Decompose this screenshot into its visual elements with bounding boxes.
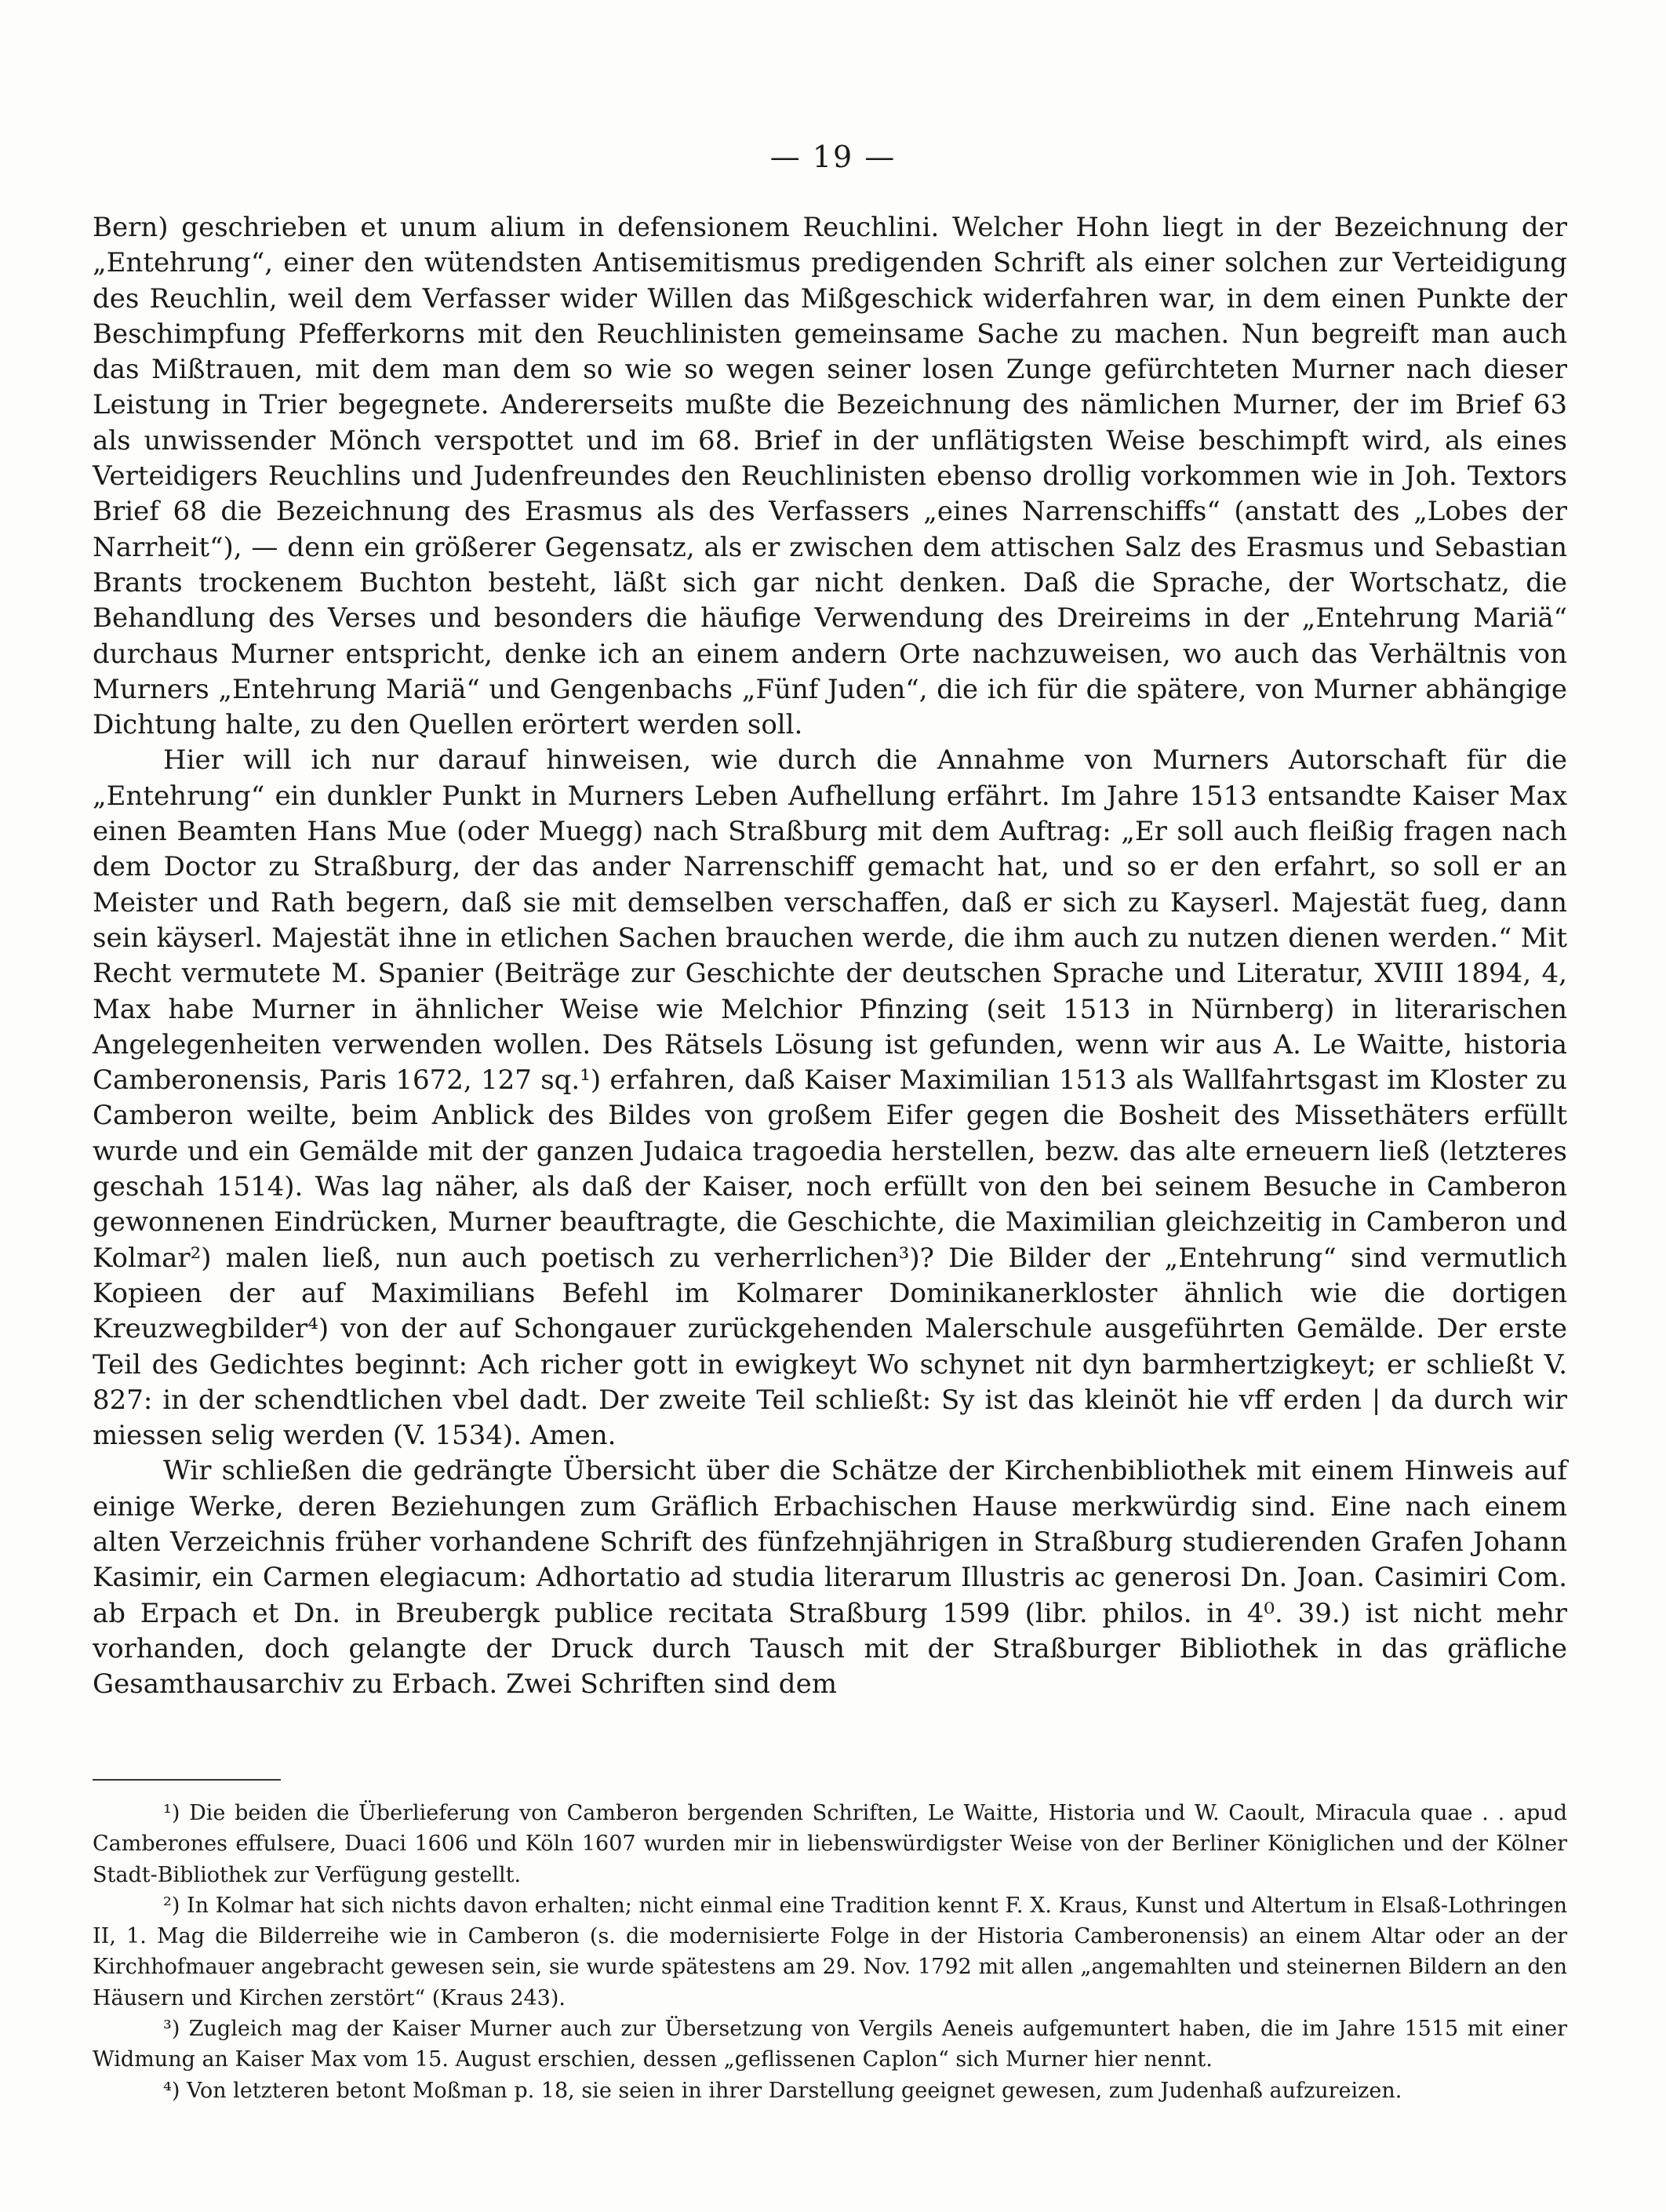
- footnote: ²) In Kolmar hat sich nichts davon erhalten; nicht einmal eine Tradition kennt F. X. Kraus, Kunst und Altertum in Elsaß-Lothringen II, 1. Mag die Bilderreihe wie in Camberon (s. die modernisierte Folge in der Historia Camberonensis) an einem Altar oder an der Kirchhofmauer angebracht gewesen sein, sie wurde spätestens am 29. Nov. 1792 mit allen „angemahlten und steinernen Bildern an den Häusern und Kirchen zerstört“ (Kraus 243).: [93, 1893, 1567, 2010]
- paragraph: Wir schließen die gedrängte Übersicht über die Schätze der Kirchenbibliothek mit einem Hinweis auf einige Werke, deren Beziehungen zum Gräflich Erbachischen Hause merkwürdig sind. Eine nach einem alten Verzeichnis früher vorhandene Schrift des fünfzehnjährigen in Straßburg studierenden Grafen Johann Kasimir, ein Carmen elegiacum: Adhortatio ad studia literarum Illustris ac generosi Dn. Joan. Casimiri Com. ab Erpach et Dn. in Breubergk publice recitata Straßburg 1599 (libr. philos. in 4⁰. 39.) ist nicht mehr vorhanden, doch gelangte der Druck durch Tausch mit der Straßburger Bibliothek in das gräfliche Gesamthausarchiv zu Erbach. Zwei Schriften sind dem: [93, 1455, 1567, 1701]
- paragraph: Bern) geschrieben et unum alium in defensionem Reuchlini. Welcher Hohn liegt in der Bezeichnung der „Entehrung“, einer den wütendsten Antisemitismus predigenden Schrift als einer solchen zur Verteidigung des Reuchlin, weil dem Verfasser wider Willen das Mißgeschick widerfahren war, in dem einen Punkte der Beschimpfung Pfefferkorns mit den Reuchlinisten gemeinsame Sache zu machen. Nun begreift man auch das Mißtrauen, mit dem man dem so wie so wegen seiner losen Zunge gefürchteten Murner nach dieser Leistung in Trier begegnete. Andererseits mußte die Bezeichnung des nämlichen Murner, der im Brief 63 als unwissender Mönch verspottet und im 68. Brief in der unflätigsten Weise beschimpft wird, als eines Verteidigers Reuchlins und Judenfreundes den Reuchlinisten ebenso drollig vorkommen wie in Joh. Textors Brief 68 die Bezeichnung des Erasmus als des Verfassers „eines Narrenschiffs“ (anstatt des „Lobes der Narrheit“), — denn ein größerer Gegensatz, als er zwischen dem attischen Salz des Erasmus und Sebastian Brants trockenem Buchton besteht, läßt sich gar nicht denken. Daß die Sprache, der Wortschatz, die Behandlung des Verses und besonders die häufige Verwendung des Dreireims in der „Entehrung Mariä“ durchaus Murner entspricht, denke ich an einem andern Orte nachzuweisen, wo auch das Verhältnis von Murners „Entehrung Mariä“ und Gengenbachs „Fünf Juden“, die ich für die spätere, von Murner abhängige Dichtung halte, zu den Quellen erörtert werden soll.: [93, 212, 1567, 741]
- footnotes: [93, 1798, 1567, 2106]
- footnote-divider: [93, 1779, 281, 1781]
- paragraph: Hier will ich nur darauf hinweisen, wie durch die Annahme von Murners Autorschaft für die „Entehrung“ ein dunkler Punkt in Murners Leben Aufhellung erfährt. Im Jahre 1513 entsandte Kaiser Max einen Beamten Hans Mue (oder Muegg) nach Straßburg mit dem Auftrag: „Er soll auch fleißig fragen nach dem Doctor zu Straßburg, der das ander Narrenschiff gemacht hat, und so er den erfahrt, so soll er an Meister und Rath begern, daß sie mit demselben verschaffen, daß er sich zu Kayserl. Majestät fueg, dann sein käyserl. Majestät ihne in etlichen Sachen brauchen werde, die ihm auch zu nutzen dienen werden.“ Mit Recht vermutete M. Spanier (Beiträge zur Geschichte der deutschen Sprache und Literatur, XVIII 1894, 4, Max habe Murner in ähnlicher Weise wie Melchior Pfinzing (seit 1513 in Nürnberg) in literarischen Angelegenheiten verwenden wollen. Des Rätsels Lösung ist gefunden, wenn wir aus A. Le Waitte, historia Camberonensis, Paris 1672, 127 sq.¹) erfahren, daß Kaiser Maximilian 1513 als Wallfahrtsgast im Kloster zu Camberon weilte, beim Anblick des Bildes von großem Eifer gegen die Bosheit des Missethäters erfüllt wurde und ein Gemälde mit der ganzen Judaica tragoedia herstellen, bezw. das alte erneuern ließ (letzteres geschah 1514). Was lag näher, als daß der Kaiser, noch erfüllt von den bei seinem Besuche in Camberon gewonnenen Eindrücken, Murner beauftragte, die Geschichte, die Maximilian gleichzeitig in Camberon und Kolmar²) malen ließ, nun auch poetisch zu verherrlichen³)? Die Bilder der „Entehrung“ sind vermutlich Kopieen der auf Maximilians Befehl im Kolmarer Dominikanerkloster ähnlich wie die dortigen Kreuzwegbilder⁴) von der auf Schongauer zurückgehenden Malerschule ausgeführten Gemälde. Der erste Teil des Gedichtes beginnt: Ach richer gott in ewigkeyt Wo schynet nit dyn barmhertzigkeyt; er schließt V. 827: in der schendtlichen vbel dadt. Der zweite Teil schließt: Sy ist das kleinöt hie vff erden | da durch wir miessen selig werden (V. 1534). Amen.: [93, 744, 1567, 1452]
- footnote: ³) Zugleich mag der Kaiser Murner auch zur Übersetzung von Vergils Aeneis aufgemuntert haben, die im Jahre 1515 mit einer Widmung an Kaiser Max vom 15. August erschien, dessen „geflissenen Caplon“ sich Murner hier nennt.: [93, 2017, 1567, 2072]
- footnote: ¹) Die beiden die Überlieferung von Camberon bergenden Schriften, Le Waitte, Historia und W. Caoult, Miracula quae . . apud Camberones effulsere, Duaci 1606 und Köln 1607 wurden mir in liebenswürdigster Weise von der Berliner Königlichen und der Kölner Stadt-Bibliothek zur Verfügung gestellt.: [93, 1801, 1567, 1887]
- page-number: — 19 —: [769, 140, 897, 174]
- main-text: [93, 210, 1567, 1702]
- footnote: ⁴) Von letzteren betont Moßman p. 18, sie seien in ihrer Darstellung geeignet gewesen, zum Judenhaß aufzureizen.: [163, 2078, 1402, 2103]
